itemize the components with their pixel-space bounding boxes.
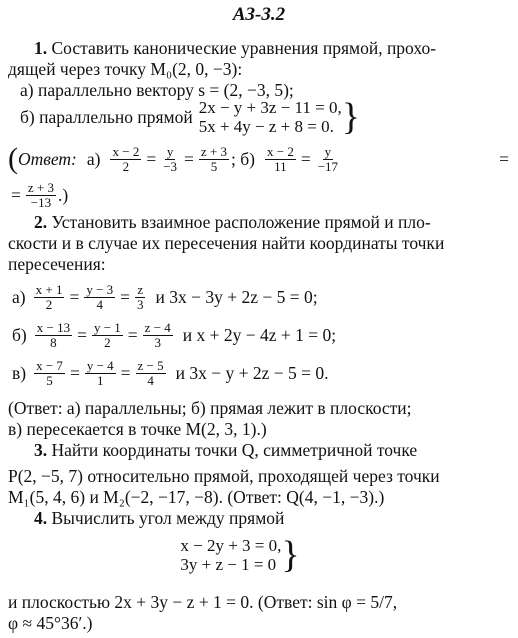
- problem-3-line-1: [8, 440, 512, 460]
- system-eq-1: x − 2y + 3 = 0,: [180, 536, 282, 555]
- problem-1-answer-line-2: = $\frac{z + 3}{-13}$ .): [11, 179, 69, 210]
- right-brace: }: [281, 534, 300, 576]
- problem-3-line-3: M₁(5, 4, 6) и M₂(−2, −17, −8). (Ответ: Q(4, −1, −3).): [8, 487, 385, 507]
- plane-equation: и x + 2y − 4z + 1 = 0;: [182, 325, 337, 345]
- problem-2-text: Установить взаимное расположение прямой и пло-: [51, 212, 431, 232]
- line-system: [180, 536, 281, 574]
- fraction: $\frac{x - 2}{11}$: [267, 143, 294, 174]
- item-label: в): [12, 363, 27, 383]
- fraction: $\frac{y}{-17}$: [317, 143, 339, 174]
- problem-1-text: Составить канонические уравнения прямой, прохо-: [51, 38, 437, 58]
- fraction: $\frac{x + 1}{2}$: [35, 281, 63, 312]
- problem-2-item-a: а) $\frac{x + 1}{2}$ = $\frac{y - 3}{4}$ = $\frac{z}{3}$ и 3x − 3y + 2z − 5 = 0;: [12, 281, 318, 312]
- problem-2-number: 2.: [34, 212, 48, 232]
- fraction: $\frac{y - 3}{4}$: [86, 281, 114, 312]
- problem-1-line-1: [8, 38, 512, 58]
- problem-1-item-b-label: б) параллельно прямой: [20, 107, 193, 127]
- problem-1-answer-line-1: ( Ответ: а) $\frac{x - 2}{2}$ = $\frac{y}{-3}$ = $\frac{z + 3}{5}$ ; б) $\frac{x - 2}{11}$ = $\frac{y}{-17}$ =: [8, 144, 512, 174]
- fraction: $\frac{y - 4}{1}$: [86, 357, 114, 388]
- problem-1-item-a: а) параллельно вектору s = (2, −3, 5);: [20, 80, 294, 100]
- problem-1-item-b: [8, 98, 512, 136]
- problem-3-number: 3.: [34, 440, 48, 460]
- fraction: $\frac{x - 13}{8}$: [36, 319, 71, 350]
- fraction: $\frac{z + 3}{-13}$: [27, 179, 54, 210]
- answer-b-label: ; б): [231, 149, 255, 169]
- problem-4-system: [8, 536, 512, 574]
- right-brace: }: [341, 96, 360, 138]
- problem-1-system: [199, 98, 342, 136]
- item-label: а): [12, 287, 26, 307]
- problem-3-text: Найти координаты точки Q, симметричной точке: [51, 440, 418, 460]
- answer-end: .): [57, 185, 69, 205]
- problem-4-text: Вычислить угол между прямой: [51, 508, 285, 528]
- problem-4-line-1: [8, 508, 512, 528]
- system-eq-2: 5x + 4y − z + 8 = 0.: [198, 117, 334, 136]
- problem-2-answer-line-1: (Ответ: а) параллельны; б) прямая лежит в плоскости;: [8, 398, 412, 418]
- system-eq-1: 2x − y + 3z − 11 = 0,: [198, 98, 342, 117]
- fraction: $\frac{z}{3}$: [137, 281, 144, 312]
- fraction: $\frac{z - 5}{4}$: [137, 357, 164, 388]
- answer-a-label: а): [86, 149, 101, 169]
- system-eq-2: 3y + z − 1 = 0: [180, 555, 277, 574]
- plane-equation: и 3x − 3y + 2z − 5 = 0;: [155, 287, 318, 307]
- fraction: $\frac{y}{-3}$: [163, 143, 178, 174]
- left-paren: (: [8, 142, 18, 175]
- page-title: АЗ-3.2: [232, 4, 286, 25]
- plane-equation: и 3x − y + 2z − 5 = 0.: [175, 363, 329, 383]
- problem-2-item-b: б) $\frac{x - 13}{8}$ = $\frac{y - 1}{2}$ = $\frac{z - 4}{3}$ и x + 2y − 4z + 1 = 0;: [12, 319, 337, 350]
- problem-1-number: 1.: [34, 38, 48, 58]
- problem-3-line-2: P(2, −5, 7) относительно прямой, проходящей через точки: [8, 466, 440, 486]
- problem-2-line-3: пересечения:: [8, 254, 106, 274]
- item-label: б): [12, 325, 27, 345]
- problem-2-item-c: в) $\frac{x - 7}{5}$ = $\frac{y - 4}{1}$ = $\frac{z - 5}{4}$ и 3x − y + 2z − 5 = 0.: [12, 357, 329, 388]
- problem-4-line-2: и плоскостью 2x + 3y − z + 1 = 0. (Ответ: sin φ = 5/7,: [8, 592, 398, 612]
- answer-label: Ответ:: [18, 149, 77, 169]
- problem-2-line-1: [8, 212, 512, 232]
- fraction: $\frac{y - 1}{2}$: [93, 319, 121, 350]
- problem-4-line-3: φ ≈ 45°36′.): [8, 613, 93, 633]
- fraction: $\frac{x - 2}{2}$: [112, 143, 140, 174]
- fraction: $\frac{x - 7}{5}$: [36, 357, 63, 388]
- fraction: $\frac{z - 4}{3}$: [144, 319, 171, 350]
- problem-2-answer-line-2: в) пересекается в точке M(2, 3, 1).): [8, 419, 267, 439]
- problem-2-line-2: скости и в случае их пересечения найти координаты точки: [8, 233, 445, 253]
- problem-1-line-2: дящей через точку M₀(2, 0, −3):: [8, 59, 243, 79]
- problem-4-number: 4.: [34, 508, 48, 528]
- fraction: $\frac{z + 3}{5}$: [200, 143, 228, 174]
